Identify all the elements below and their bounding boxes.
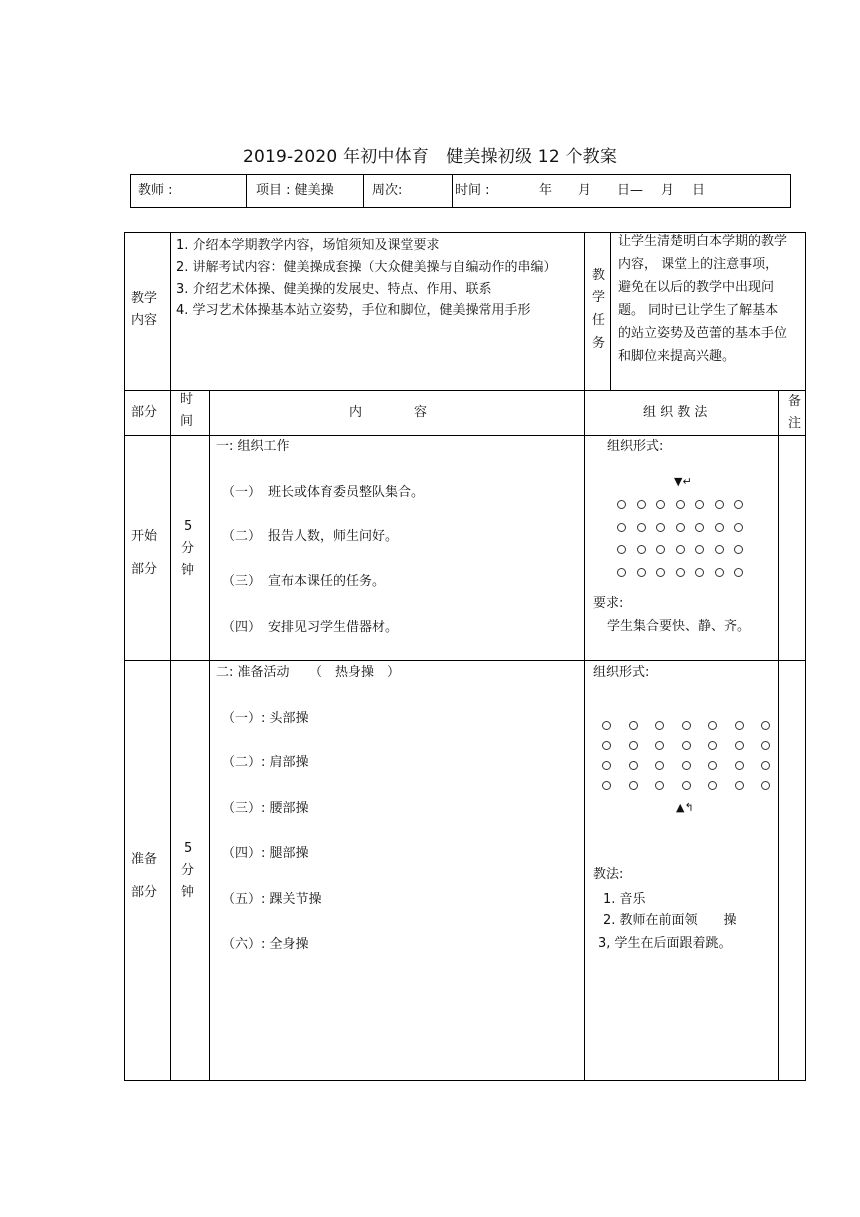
start-time-number: 5 <box>184 519 193 534</box>
student-position-icon <box>735 741 744 750</box>
student-position-icon <box>695 568 704 577</box>
prep-item: （六）: 全身操 <box>222 937 309 952</box>
student-position-icon <box>656 500 665 509</box>
prep-method-item: 3, 学生在后面跟着跳。 <box>598 936 732 951</box>
student-position-icon <box>708 781 717 790</box>
year-label: 年 <box>539 183 553 198</box>
start-item-text: 安排见习学生借器材。 <box>268 620 399 635</box>
start-time-unit-1: 分 <box>181 541 195 556</box>
start-time-unit-2: 钟 <box>181 563 195 578</box>
prep-item: （一）: 头部操 <box>222 711 309 726</box>
student-position-icon <box>676 568 685 577</box>
month-label-2: 月 <box>661 183 675 198</box>
student-position-icon <box>708 761 717 770</box>
teacher-position-icon: ▼↵ <box>674 475 692 488</box>
teacher-label: 教师 : <box>138 183 173 198</box>
student-position-icon <box>695 500 704 509</box>
project-label: 项目 : 健美操 <box>256 183 334 198</box>
student-position-icon <box>602 761 611 770</box>
content-item: 2. 讲解考试内容：健美操成套操（大众健美操与自编动作的串编） <box>176 260 557 275</box>
student-position-icon <box>734 545 743 554</box>
student-position-icon <box>602 741 611 750</box>
start-item-num: （一） <box>222 485 262 500</box>
prep-org-label: 组织形式: <box>593 665 650 680</box>
student-position-icon <box>629 781 638 790</box>
col-note-header-2: 注 <box>788 416 802 431</box>
col-note-header-1: 备 <box>788 394 802 409</box>
task-label-2: 学 <box>592 290 606 305</box>
student-position-icon <box>637 568 646 577</box>
content-item: 1. 介绍本学期教学内容，场馆须知及课堂要求 <box>176 238 440 253</box>
prep-part-label-2: 部分 <box>131 885 158 900</box>
student-position-icon <box>629 721 638 730</box>
start-item-num: （四） <box>222 620 262 635</box>
start-item-text: 班长或体育委员整队集合。 <box>268 485 425 500</box>
student-position-icon <box>682 741 691 750</box>
month-label-1: 月 <box>578 183 592 198</box>
student-position-icon <box>734 500 743 509</box>
day-label-2: 日 <box>692 183 706 198</box>
content-row-label-1: 教学 <box>131 291 158 306</box>
student-position-icon <box>715 500 724 509</box>
student-position-icon <box>655 781 664 790</box>
prep-method-label: 教法: <box>593 867 624 882</box>
student-position-icon <box>617 545 626 554</box>
student-position-icon <box>708 721 717 730</box>
col-method-header: 组 织 教 法 <box>643 405 708 420</box>
prep-time-unit-2: 钟 <box>181 885 195 900</box>
student-position-icon <box>637 523 646 532</box>
student-position-icon <box>637 500 646 509</box>
task-label-1: 教 <box>592 268 606 283</box>
prep-time-number: 5 <box>184 841 193 856</box>
student-position-icon <box>676 523 685 532</box>
student-position-icon <box>708 741 717 750</box>
prep-item: （三）: 腰部操 <box>222 801 309 816</box>
student-position-icon <box>735 761 744 770</box>
student-position-icon <box>637 545 646 554</box>
prep-method-item: 1. 音乐 <box>603 892 646 907</box>
prep-item: （五）: 踝关节操 <box>222 892 322 907</box>
student-position-icon <box>715 523 724 532</box>
prep-heading: 二: 准备活动 （ 热身操 ） <box>216 665 401 680</box>
start-item-num: （二） <box>222 529 262 544</box>
col-content-header: 内 容 <box>349 405 428 420</box>
col-time-header-2: 间 <box>180 414 194 429</box>
student-position-icon <box>629 761 638 770</box>
student-position-icon <box>655 761 664 770</box>
start-item-text: 报告人数，师生问好。 <box>268 529 399 544</box>
student-position-icon <box>761 761 770 770</box>
time-label: 时间 : <box>455 183 490 198</box>
student-position-icon <box>617 500 626 509</box>
start-item-num: （三） <box>222 574 262 589</box>
teacher-position-icon: ▲↰ <box>676 801 694 814</box>
student-position-icon <box>761 721 770 730</box>
student-position-icon <box>656 568 665 577</box>
student-position-icon <box>682 721 691 730</box>
student-position-icon <box>735 721 744 730</box>
start-part-label-2: 部分 <box>131 562 158 577</box>
student-position-icon <box>676 545 685 554</box>
student-position-icon <box>695 545 704 554</box>
document-title: 2019-2020 年初中体育 健美操初级 12 个教案 <box>242 147 618 167</box>
start-part-label-1: 开始 <box>131 529 158 544</box>
student-position-icon <box>629 741 638 750</box>
prep-item: （四）: 腿部操 <box>222 846 309 861</box>
col-time-header-1: 时 <box>180 392 194 407</box>
content-item: 4. 学习艺术体操基本站立姿势，手位和脚位，健美操常用手形 <box>176 303 531 318</box>
student-position-icon <box>682 761 691 770</box>
student-position-icon <box>656 523 665 532</box>
col-part-header: 部分 <box>131 405 158 420</box>
student-position-icon <box>734 523 743 532</box>
start-item-text: 宣布本课任的任务。 <box>268 574 386 589</box>
student-position-icon <box>715 568 724 577</box>
task-label-3: 任 <box>592 313 606 328</box>
student-position-icon <box>734 568 743 577</box>
content-item: 3. 介绍艺术体操、健美操的发展史、特点、作用、联系 <box>176 282 492 297</box>
student-position-icon <box>715 545 724 554</box>
day-dash-label: 日— <box>617 183 644 198</box>
start-heading: 一: 组织工作 <box>216 439 290 454</box>
start-req-text: 学生集合要快、静、齐。 <box>607 619 751 634</box>
student-position-icon <box>655 741 664 750</box>
student-position-icon <box>761 781 770 790</box>
student-position-icon <box>695 523 704 532</box>
student-position-icon <box>617 523 626 532</box>
prep-method-item: 2. 教师在前面领 操 <box>603 913 737 928</box>
prep-part-label-1: 准备 <box>131 852 158 867</box>
student-position-icon <box>682 781 691 790</box>
prep-item: （二）: 肩部操 <box>222 755 309 770</box>
student-position-icon <box>676 500 685 509</box>
prep-time-unit-1: 分 <box>181 863 195 878</box>
student-position-icon <box>617 568 626 577</box>
start-req-label: 要求: <box>593 596 624 611</box>
student-position-icon <box>655 721 664 730</box>
week-label: 周次: <box>372 183 403 198</box>
student-position-icon <box>602 781 611 790</box>
student-position-icon <box>602 721 611 730</box>
start-org-label: 组织形式: <box>607 439 664 454</box>
task-label-4: 务 <box>592 336 606 351</box>
student-position-icon <box>656 545 665 554</box>
task-text: 让学生清楚明白本学期的教学内容， 课堂上的注意事项，避免在以后的教学中出现问题。 同时已让学生了解基本的站立姿势及芭蕾的基本手位和脚位来提高兴趣。 <box>618 234 788 364</box>
student-position-icon <box>761 741 770 750</box>
content-item-list <box>176 235 572 321</box>
content-row-label-2: 内容 <box>131 313 158 328</box>
student-position-icon <box>735 781 744 790</box>
